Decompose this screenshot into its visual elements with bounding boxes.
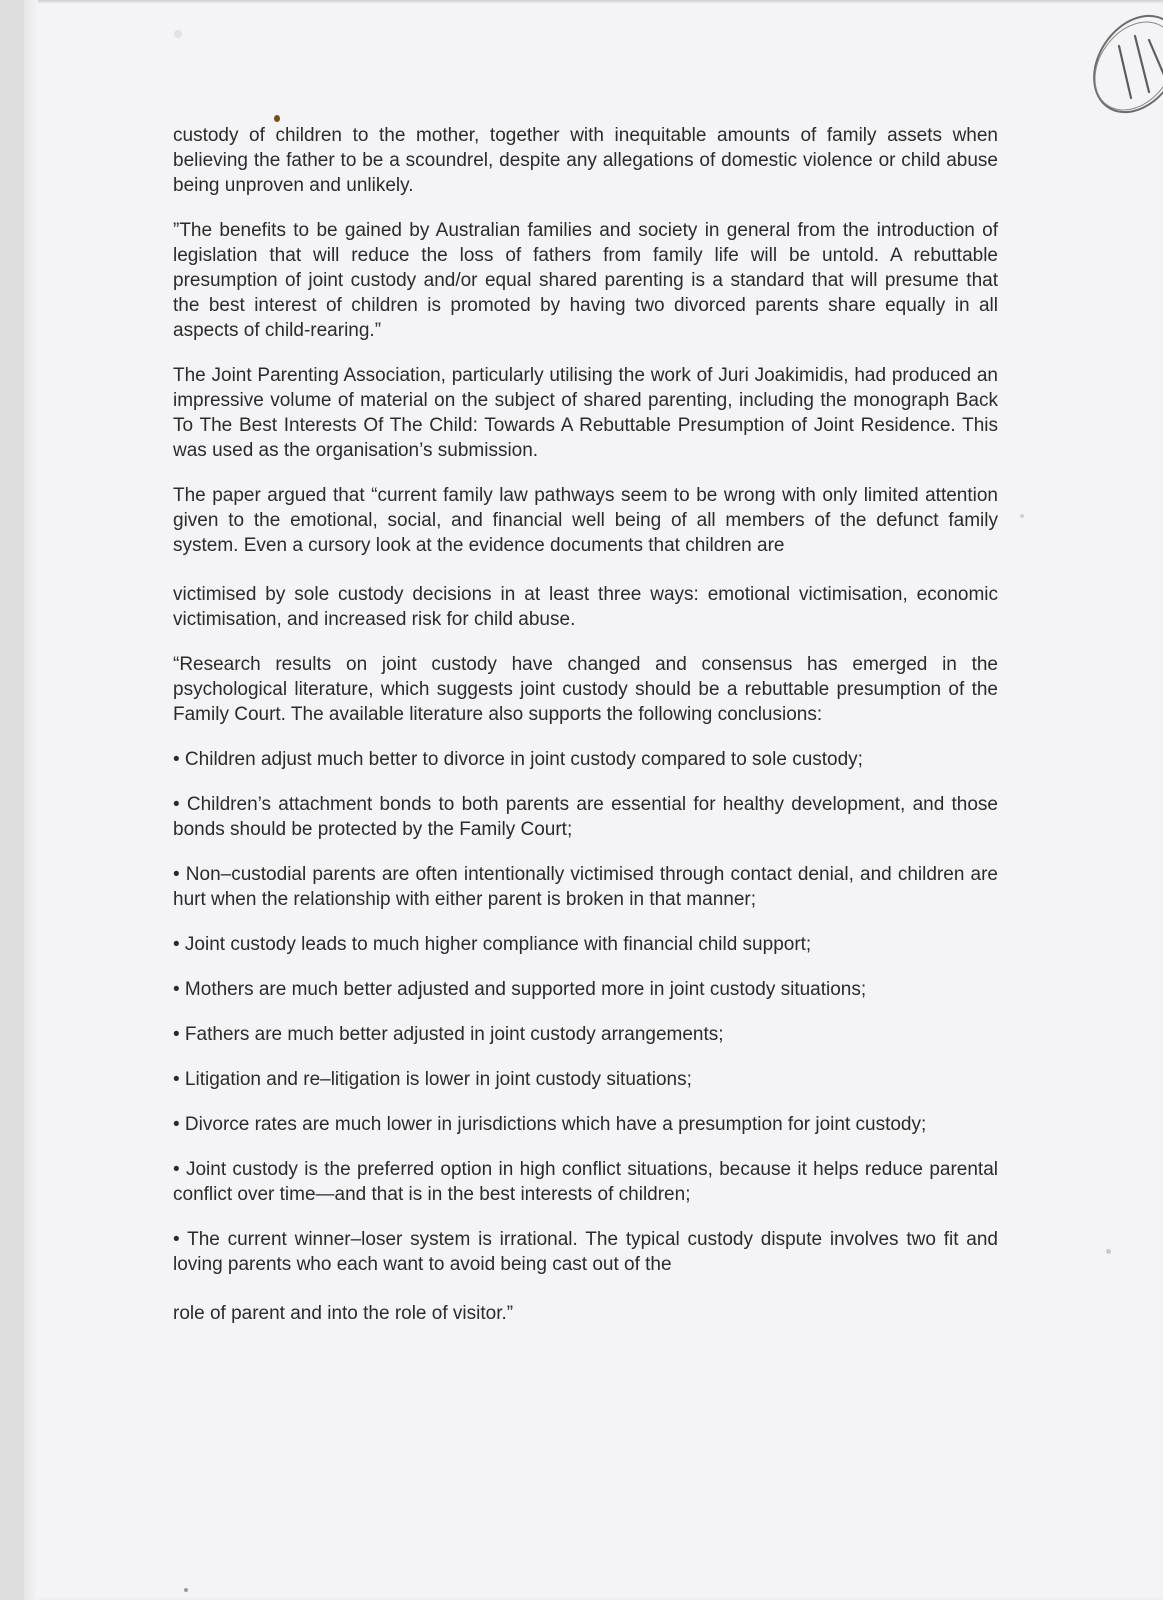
- bullet-item: • Mothers are much better adjusted and supported more in joint custody situations;: [173, 979, 867, 1000]
- paragraph: victimised by sole custody decisions in at least three ways: emotional victimisation, economic victimisation, and increased risk for child abuse.: [173, 584, 998, 630]
- handwritten-page-number: [1079, 6, 1163, 118]
- bullet-item: • The current winner–loser system is irrational. The typical custody dispute involves two fit and loving parents who each want to avoid being cast out of the: [173, 1229, 998, 1275]
- scan-speck: [174, 30, 182, 38]
- scan-speck: [1020, 514, 1024, 518]
- bullet-item: • Joint custody leads to much higher compliance with financial child support;: [173, 934, 812, 955]
- bullet-item: • Joint custody is the preferred option in high conflict situations, because it helps reduce parental conflict over time—and that is in the best interests of children;: [173, 1159, 998, 1205]
- bullet-item: • Fathers are much better adjusted in joint custody arrangements;: [173, 1024, 724, 1045]
- document-body: [173, 123, 998, 1346]
- paragraph: “Research results on joint custody have changed and consensus has emerged in the psychological literature, which suggests joint custody should be a rebuttable presumption of the Family Court. The available literature also supports the following conclusions:: [173, 654, 998, 725]
- scan-top-edge: [24, 0, 1163, 4]
- paragraph: The paper argued that “current family law pathways seem to be wrong with only limited attention given to the emotional, social, and financial well being of all members of the defunct family system. Even a cursory look at the evidence documents that children are: [173, 485, 998, 556]
- scan-left-edge: [24, 0, 38, 1600]
- bullet-item: • Litigation and re–litigation is lower in joint custody situations;: [173, 1069, 692, 1090]
- bullet-item: • Children adjust much better to divorce in joint custody compared to sole custody;: [173, 749, 863, 770]
- paragraph: ”The benefits to be gained by Australian families and society in general from the introduction of legislation that will reduce the loss of fathers from family life will be untold. A rebuttable presumption of joint custody and/or equal shared parenting is a standard that will presume that the best interest of children is promoted by having two divorced parents share equally in all aspects of child-rearing.”: [173, 220, 998, 341]
- bullet-item: • Non–custodial parents are often intentionally victimised through contact denial, and children are hurt when the relationship with either parent is broken in that manner;: [173, 864, 998, 910]
- scan-speck: [184, 1588, 188, 1592]
- closing-line: role of parent and into the role of visitor.”: [173, 1303, 514, 1324]
- bullet-item: • Divorce rates are much lower in jurisdictions which have a presumption for joint custody;: [173, 1114, 927, 1135]
- scan-speck: [1106, 1249, 1111, 1254]
- paragraph: The Joint Parenting Association, particularly utilising the work of Juri Joakimidis, had produced an impressive volume of material on the subject of shared parenting, including the monograph Back To The Best Interests Of The Child: Towards A Rebuttable Presumption of Joint Residence. This was used as the organisation’s submission.: [173, 365, 998, 461]
- paragraph: custody of children to the mother, together with inequitable amounts of family assets when believing the father to be a scoundrel, despite any allegations of domestic violence or child abuse being unproven and unlikely.: [173, 125, 998, 196]
- document-page: [24, 0, 1163, 1600]
- bullet-item: • Children’s attachment bonds to both parents are essential for healthy development, and those bonds should be protected by the Family Court;: [173, 794, 998, 840]
- scan-speck: [274, 115, 280, 122]
